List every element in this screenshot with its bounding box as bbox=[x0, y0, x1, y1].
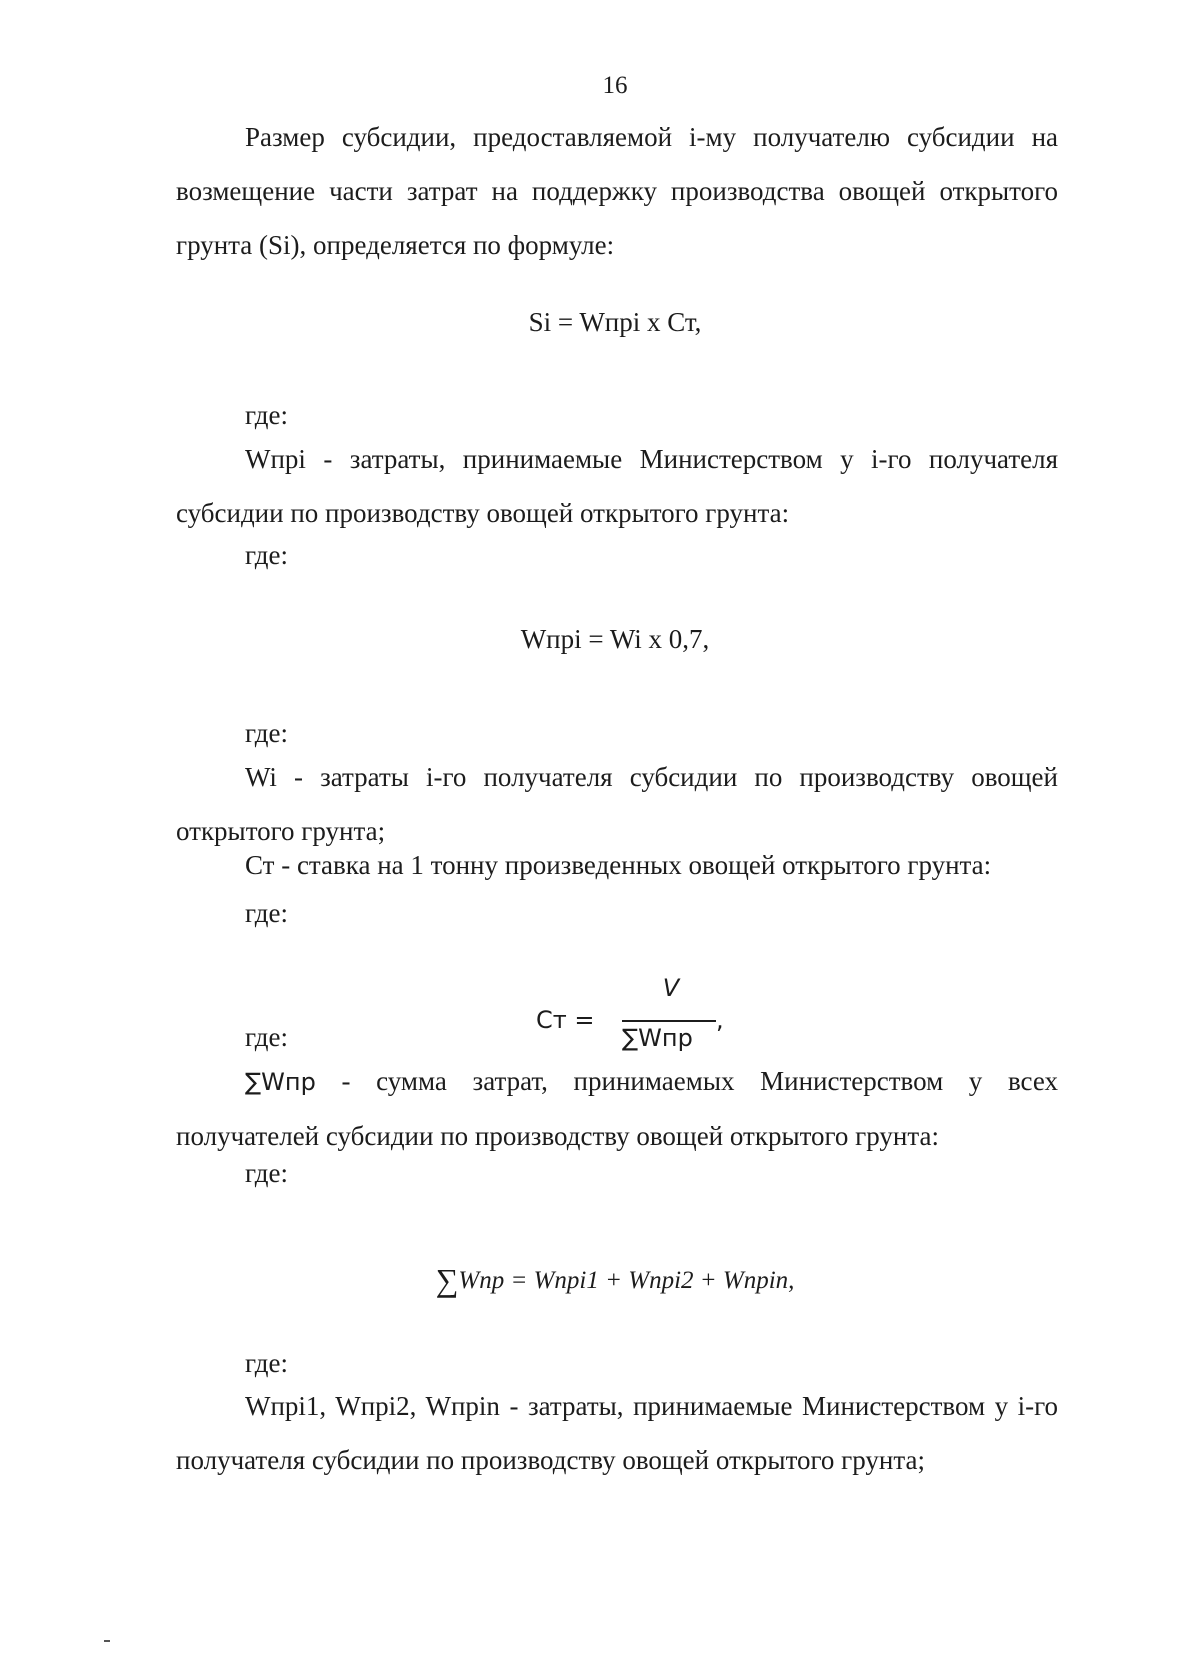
formula-si: Si = Wпрi х Ст, bbox=[528, 307, 702, 337]
formula-wpri: Wпрi = Wi х 0,7, bbox=[520, 624, 710, 654]
fraction-comma: , bbox=[716, 1006, 724, 1034]
paragraph-wpri-lead: Wпрi - затраты, принимаемые Министерством у i-го получателя bbox=[245, 444, 1058, 474]
where-label: где: bbox=[245, 1158, 288, 1188]
paragraph-wpri-rest: субсидии по производству овощей открытого грунта: bbox=[176, 498, 790, 528]
page-number: 16 bbox=[602, 72, 628, 99]
where-label: где: bbox=[245, 400, 288, 430]
paragraph-ct-definition bbox=[176, 838, 1058, 892]
formula-sum-wnp bbox=[0, 1262, 1200, 1299]
paragraph-sum-wpr-definition bbox=[176, 1054, 1058, 1163]
fraction-lhs: Ст = bbox=[536, 1006, 595, 1034]
where-label: где: bbox=[245, 540, 288, 570]
paragraph-components-lead: Wпрi1, Wпрi2, Wпрin - затраты, принимаемые Министерством у i-го bbox=[245, 1391, 1058, 1421]
paragraph-sum-wpr-rest: получателей субсидии по производству овощей открытого грунта: bbox=[176, 1121, 939, 1151]
paragraph-wi-lead: Wi - затраты i-го получателя субсидии по производству овощей bbox=[245, 762, 1058, 792]
paragraph-components-rest: получателя субсидии по производству овощей открытого грунта; bbox=[176, 1445, 925, 1475]
fraction-numerator: V bbox=[662, 974, 680, 1002]
paragraph-subsidy-size-lead: Размер субсидии, предоставляемой i-му получателю субсидии bbox=[245, 122, 1015, 152]
where-label: где: bbox=[245, 1022, 288, 1052]
scan-speck bbox=[104, 1640, 110, 1642]
sigma-symbol: ∑ bbox=[435, 1262, 459, 1298]
fraction-bar bbox=[622, 1020, 716, 1022]
paragraph-subsidy-size bbox=[176, 110, 1058, 272]
fraction-denominator: ∑Wпр bbox=[622, 1024, 693, 1052]
paragraph-wi-rest: открытого грунта; bbox=[176, 816, 386, 846]
paragraph-wpri-definition bbox=[176, 432, 1058, 540]
sum-wnp-expression: Wnp = Wnpi1 + Wnpi2 + Wnpin, bbox=[458, 1267, 795, 1294]
sum-wpr-symbol: ∑Wпр bbox=[245, 1068, 316, 1096]
where-label: где: bbox=[245, 1348, 288, 1378]
paragraph-ct-text: Ст - ставка на 1 тонну произведенных овощей открытого грунта: bbox=[245, 850, 992, 880]
paragraph-wpri-components bbox=[176, 1379, 1058, 1487]
paragraph-sum-wpr-lead: - сумма затрат, принимаемых Министерством у всех bbox=[315, 1066, 1058, 1096]
where-label: где: bbox=[245, 898, 288, 928]
where-label: где: bbox=[245, 718, 288, 748]
paragraph-subsidy-size-rest: на возмещение части затрат на поддержку производства овощей открытого грунта (Si), определяется по формуле: bbox=[176, 122, 1058, 260]
